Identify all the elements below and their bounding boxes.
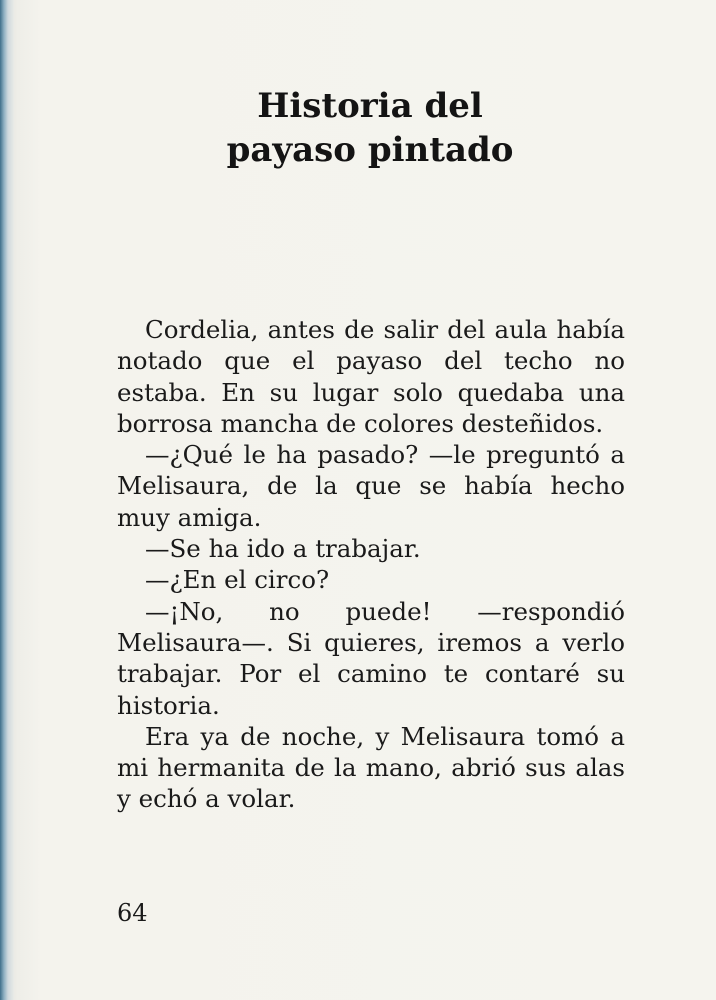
chapter-title-line-1: Historia del	[257, 86, 483, 126]
chapter-body	[117, 314, 625, 815]
paragraph: —Se ha ido a trabajar.	[145, 534, 421, 564]
chapter-title-line-2: payaso pintado	[226, 130, 514, 170]
paragraph: —¡No, no puede! —respondió Melisaura—. Si quieres, iremos a verlo trabajar. Por el camino te contaré su historia.	[117, 596, 625, 720]
page-number: 64	[117, 899, 148, 927]
page-spine-edge	[0, 0, 14, 1000]
paragraph: Cordelia, antes de salir del aula había notado que el payaso del techo no estaba. En su lugar solo quedaba una borrosa mancha de colores desteñidos.	[117, 315, 625, 438]
paragraph: Era ya de noche, y Melisaura tomó a mi hermanita de la mano, abrió sus alas y echó a volar.	[117, 721, 625, 814]
chapter-title	[150, 84, 590, 172]
paragraph: —¿En el circo?	[145, 565, 330, 595]
paragraph: —¿Qué le ha pasado? —le preguntó a Melisaura, de la que se había hecho muy amiga.	[117, 440, 625, 532]
